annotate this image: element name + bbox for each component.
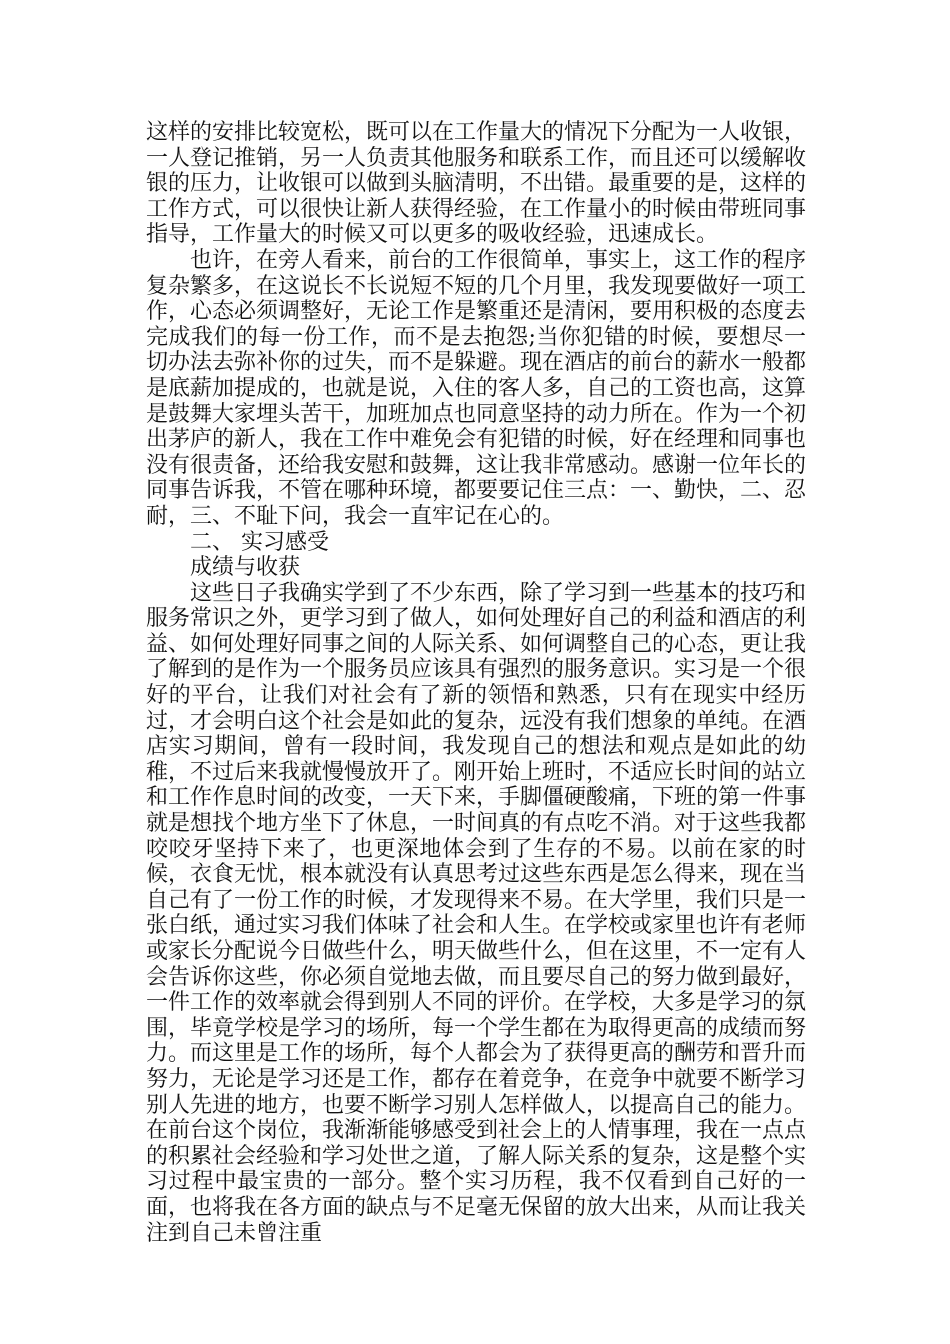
- section-heading: 二、 实习感受: [190, 529, 329, 555]
- subsection-heading: 成绩与收获: [190, 555, 301, 581]
- document-page: [146, 120, 806, 1246]
- paragraph-frontdesk-work: 也许，在旁人看来，前台的工作很简单，事实上，这工作的程序复杂繁多，在这说长不长说短不短的几个月里，我发现要做好一项工作，心态必须调整好，无论工作是繁重还是清闲，要用积极的态度去完成我们的每一份工作，而不是去抱怨;当你犯错的时候，要想尽一切办法去弥补你的过失，而不是躲避。现在酒店的前台的薪水一般都是底薪加提成的，也就是说，入住的客人多，自己的工资也高，这算是鼓舞大家埋头苦干，加班加点也同意坚持的动力所在。作为一个初出茅庐的新人，我在工作中难免会有犯错的时候，好在经理和同事也没有很责备，还给我安慰和鼓舞，这让我非常感动。感谢一位年长的同事告诉我，不管在哪种环境，都要要记住三点：一、勤快，二、忍耐，三、不耻下问，我会一直牢记在心的。: [146, 247, 807, 529]
- paragraph-continuation: 这样的安排比较宽松，既可以在工作量大的情况下分配为一人收银，一人登记推销，另一人负责其他服务和联系工作，而且还可以缓解收银的压力，让收银可以做到头脑清明，不出错。最重要的是，这样的工作方式，可以很快让新人获得经验，在工作量小的时候由带班同事指导，工作量大的时候又可以更多的吸收经验，迅速成长。: [146, 120, 807, 248]
- paragraph-gains: 这些日子我确实学到了不少东西，除了学习到一些基本的技巧和服务常识之外，更学习到了做人，如何处理好自己的利益和酒店的利益、如何处理好同事之间的人际关系、如何调整自己的心态，更让我了解到的是作为一个服务员应该具有强烈的服务意识。实习是一个很好的平台，让我们对社会有了新的领悟和熟悉，只有在现实中经历过，才会明白这个社会是如此的复杂，远没有我们想象的单纯。在酒店实习期间，曾有一段时间，我发现自己的想法和观点是如此的幼稚，不过后来我就慢慢放开了。刚开始上班时，不适应长时间的站立和工作作息时间的改变，一天下来，手脚僵硬酸痛，下班的第一件事就是想找个地方坐下了休息，一时间真的有点吃不消。对于这些我都咬咬牙坚持下来了，也更深地体会到了生存的不易。以前在家的时候，衣食无忧，根本就没有认真思考过这些东西是怎么得来，现在当自己有了一份工作的时候，才发现得来不易。在大学里，我们只是一张白纸，通过实习我们体味了社会和人生。在学校或家里也许有老师或家长分配说今日做些什么，明天做些什么，但在这里，不一定有人会告诉你这些，你必须自觉地去做，而且要尽自己的努力做到最好，一件工作的效率就会得到别人不同的评价。在学校，大多是学习的氛围，毕竟学校是学习的场所，每一个学生都在为取得更高的成绩而努力。而这里是工作的场所，每个人都会为了获得更高的酬劳和晋升而努力，无论是学习还是工作，都存在着竞争，在竞争中就要不断学习别人先进的地方，也要不断学习别人怎样做人，以提高自己的能力。在前台这个岗位，我渐渐能够感受到社会上的人情事理，我在一点点的积累社会经验和学习处世之道，了解人际关系的复杂，这是整个实习过程中最宝贵的一部分。整个实习历程，我不仅看到自己好的一面，也将我在各方面的缺点与不足毫无保留的放大出来，从而让我关注到自己未曾注重: [146, 580, 807, 1246]
